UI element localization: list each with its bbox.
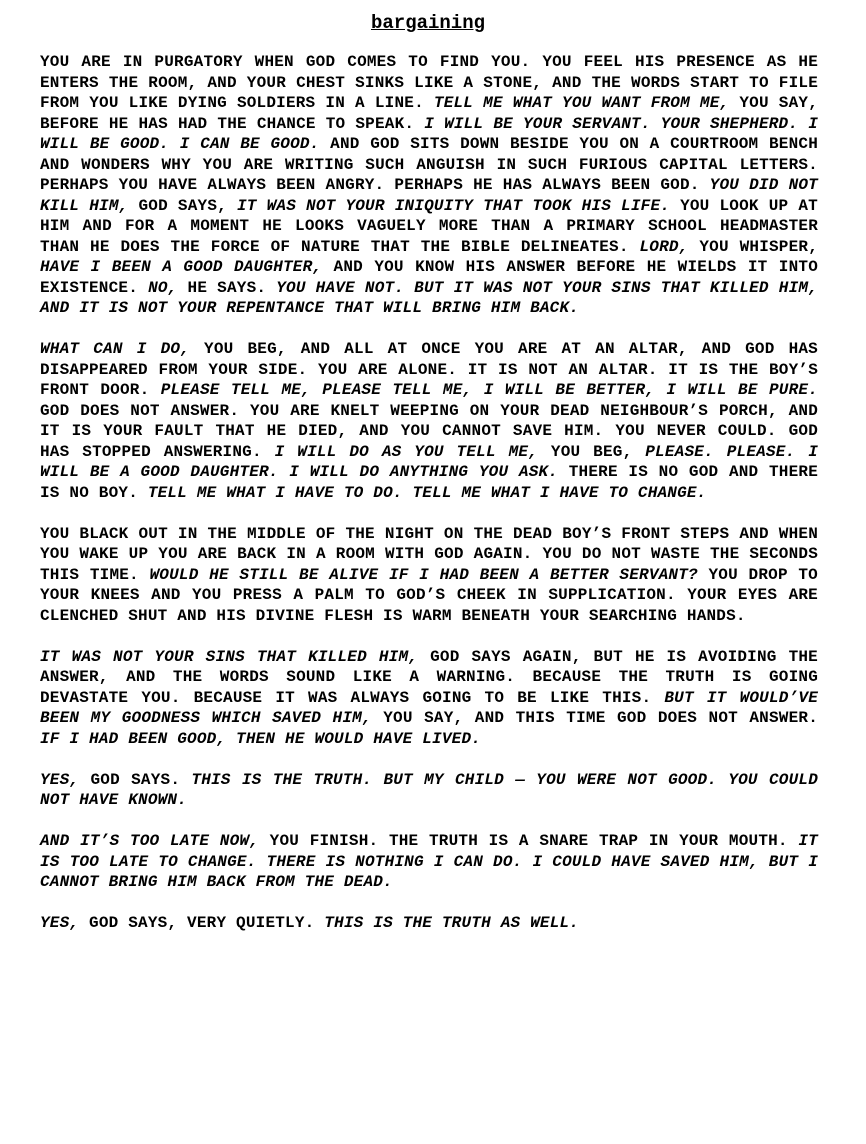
italic-text-run: AND IT’S TOO LATE NOW, xyxy=(40,832,259,850)
document-title: bargaining xyxy=(370,12,486,34)
text-run: AND YOU KNOW HIS ANSWER BEFORE HE WIELDS IT INTO EXISTENCE. xyxy=(40,258,818,297)
italic-text-run: IT WAS NOT YOUR SINS THAT KILLED HIM, xyxy=(40,647,419,666)
italic-text-run: WOULD HE STILL BE ALIVE IF I HAD BEEN A BETTER SERVANT? xyxy=(149,565,698,584)
italic-text-run: YOU DID NOT KILL HIM, xyxy=(40,176,818,215)
text-run: YOU SAY, BEFORE HE HAS HAD THE CHANCE TO SPEAK. xyxy=(40,94,819,133)
text-run: YOU BEG, xyxy=(538,442,646,461)
text-run: GOD SAYS, xyxy=(128,196,237,215)
document-body xyxy=(40,52,818,954)
italic-text-run: HAVE I BEEN A GOOD DAUGHTER, xyxy=(40,258,323,276)
italic-text-run: PLEASE. PLEASE. I WILL BE A GOOD DAUGHTER. I WILL DO ANYTHING YOU ASK. xyxy=(40,442,818,481)
text-run: YOU WHISPER, xyxy=(688,237,819,256)
text-run: YOU LOOK UP AT HIM AND FOR A MOMENT HE LOOKS VAGUELY MORE THAN A PRIMARY SCHOOL HEADMASTER THAN HE DOES THE FORCE OF NATURE THAT THE BIBLE DELINEATES. xyxy=(40,196,818,256)
text-run: GOD SAYS. xyxy=(79,770,192,789)
italic-text-run: I WILL DO AS YOU TELL ME, xyxy=(274,442,539,461)
text-run: GOD DOES NOT ANSWER. YOU ARE KNELT WEEPING ON YOUR DEAD NEIGHBOUR’S PORCH, AND IT IS YOUR FAULT THAT HE DIED, AND YOU CANNOT SAVE HIM. YOU NEVER COULD. GOD HAS STOPPED ANSWERING. xyxy=(40,401,818,461)
text-run: YOU BLACK OUT IN THE MIDDLE OF THE NIGHT ON THE DEAD BOY’S FRONT STEPS AND WHEN YOU WAKE UP YOU ARE BACK IN A ROOM WITH GOD AGAIN. YOU DO NOT WASTE THE SECONDS THIS TIME. xyxy=(40,524,818,584)
text-run: THERE IS NO GOD AND THERE IS NO BOY. xyxy=(40,463,819,502)
italic-text-run: THIS IS THE TRUTH. BUT MY CHILD — YOU WERE NOT GOOD. YOU COULD NOT HAVE KNOWN. xyxy=(40,770,818,809)
paragraph xyxy=(40,647,818,750)
italic-text-run: THIS IS THE TRUTH AS WELL. xyxy=(324,914,580,932)
text-run: GOD SAYS, VERY QUIETLY. xyxy=(79,914,325,932)
italic-text-run: IT IS TOO LATE TO CHANGE. THERE IS NOTHING I CAN DO. I COULD HAVE SAVED HIM, BUT I CANNOT BRING HIM BACK FROM THE DEAD. xyxy=(40,832,818,891)
text-run: YOU ARE IN PURGATORY WHEN GOD COMES TO FIND YOU. YOU FEEL HIS PRESENCE AS HE ENTERS THE ROOM, AND YOUR CHEST SINKS LIKE A STONE, AND THE WORDS START TO FILE FROM YOU LIKE DYING SOLDIERS IN A LINE. xyxy=(40,53,818,112)
paragraph xyxy=(40,52,818,319)
paragraph xyxy=(40,339,818,503)
italic-text-run: PLEASE TELL ME, PLEASE TELL ME, I WILL BE BETTER, I WILL BE PURE. xyxy=(160,381,818,399)
paragraph xyxy=(40,831,818,893)
italic-text-run: TELL ME WHAT YOU WANT FROM ME, xyxy=(433,94,730,112)
text-run: AND GOD SITS DOWN BESIDE YOU ON A COURTROOM BENCH AND WONDERS WHY YOU ARE WRITING SUCH ANGUISH IN SUCH FURIOUS CAPITAL LETTERS. PERHAPS YOU HAVE ALWAYS BEEN ANGRY. PERHAPS HE HAS ALWAYS BEEN GOD. xyxy=(40,135,818,194)
paragraph xyxy=(40,524,818,627)
italic-text-run: I WILL BE YOUR SERVANT. YOUR SHEPHERD. I WILL BE GOOD. I CAN BE GOOD. xyxy=(40,114,819,153)
italic-text-run: LORD, xyxy=(639,237,689,256)
italic-text-run: WHAT CAN I DO, xyxy=(40,340,190,358)
paragraph xyxy=(40,770,818,811)
text-run: HE SAYS. xyxy=(177,278,277,297)
italic-text-run: TELL ME WHAT I HAVE TO DO. TELL ME WHAT I HAVE TO CHANGE. xyxy=(147,483,707,502)
text-run: YOU BEG, AND ALL AT ONCE YOU ARE AT AN ALTAR, AND GOD HAS DISAPPEARED FROM YOUR SIDE. YOU ARE ALONE. IT IS NOT AN ALTAR. IT IS THE BOY’S FRONT DOOR. xyxy=(40,340,818,399)
italic-text-run: BUT IT WOULD’VE BEEN MY GOODNESS WHICH SAVED HIM, xyxy=(40,688,818,727)
italic-text-run: YES, xyxy=(40,914,80,932)
italic-text-run: IF I HAD BEEN GOOD, THEN HE WOULD HAVE LIVED. xyxy=(40,729,482,748)
text-run: YOU FINISH. THE TRUTH IS A SNARE TRAP IN YOUR MOUTH. xyxy=(259,832,799,850)
italic-text-run: YOU HAVE NOT. BUT IT WAS NOT YOUR SINS THAT KILLED HIM, AND IT IS NOT YOUR REPENTANCE THAT WILL BRING HIM BACK. xyxy=(40,278,818,317)
italic-text-run: YES, xyxy=(40,770,80,789)
paragraph xyxy=(40,913,818,934)
italic-text-run: IT WAS NOT YOUR INIQUITY THAT TOOK HIS LIFE. xyxy=(236,196,671,215)
text-run: YOU DROP TO YOUR KNEES AND YOU PRESS A PALM TO GOD’S CHEEK IN SUPPLICATION. YOUR EYES ARE CLENCHED SHUT AND HIS DIVINE FLESH IS WARM BENEATH YOUR SEARCHING HANDS. xyxy=(40,565,818,625)
text-run: GOD SAYS AGAIN, BUT HE IS AVOIDING THE ANSWER, AND THE WORDS SOUND LIKE A WARNING. BECAUSE THE TRUTH IS GOING DEVASTATE YOU. BECAUSE IT WAS ALWAYS GOING TO BE LIKE THIS. xyxy=(40,647,818,707)
text-run: YOU SAY, AND THIS TIME GOD DOES NOT ANSWER. xyxy=(371,709,818,727)
italic-text-run: NO, xyxy=(148,278,178,297)
